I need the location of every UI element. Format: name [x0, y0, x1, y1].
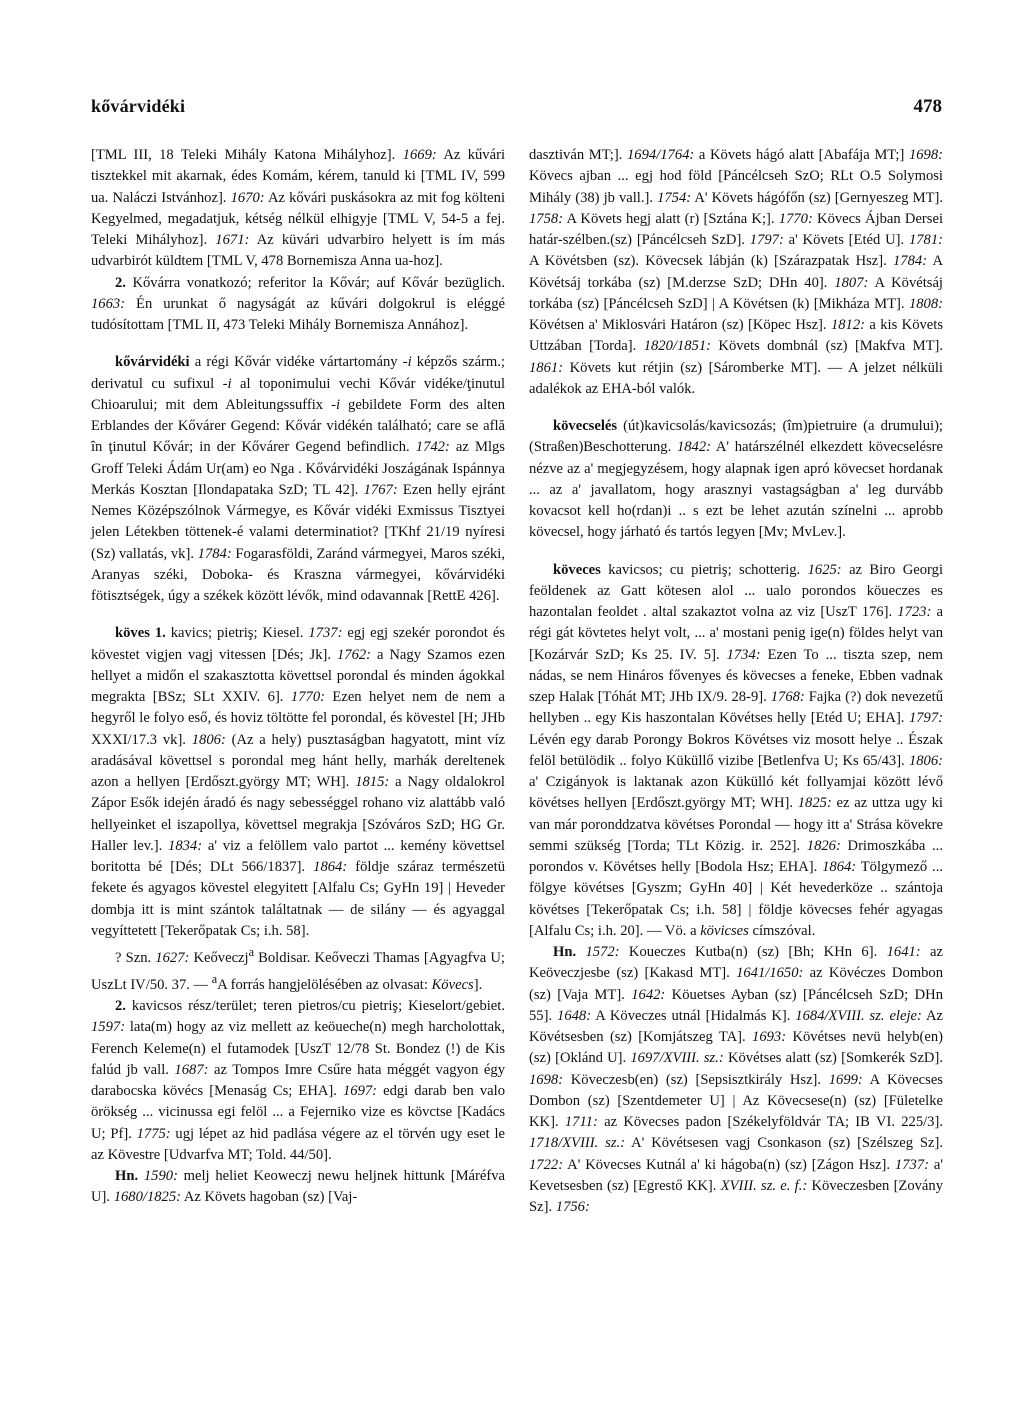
left-column — [91, 145, 505, 1209]
right-column — [529, 145, 943, 1218]
surname-paragraph: ? Szn. 1627: Keőveczj$^a$ Boldisar. Keőveczi Thamas [Agyagfva U; UszLt IV/50. 37. — $^a$A forrás hangjelölésében az olvasat: Kövecs]. — [91, 945, 505, 993]
entry-koves: köves 1. kavics; pietriş; Kiesel. 1737: egj egj szekér porondot és kövestet vigjen vagj vitessen [Dés; Jk]. 1762: a Nagy Szamos ezen hellyet a midőn el szakasztotta követtsel porondal és minden ágokkal megrakta [BSz; SLt XXIV. 6]. 1770: Ezen helyet nem de nem a hegyről le folyo eső, és hoviz töltötte fel porondal, és kövestel [H; JHb XXXI/17.3 vk]. 1806: (Az a hely) pusztaságban hagyatott, mint víz aradásával követtsel s porondal meg hánt helly, marhák dereltenek azon a hellyen [Erdőszt.györgy MT; WH]. 1815: a Nagy oldalokrol Zápor Esők idején áradó és nagy sebességgel rohano viz alattább való hellyeinket el iszapollya, követtsel megrakja [Szóváros SzD; HG Gr. Haller lev.]. 1834: a' viz a felöllem valo partot ... kemény követtsel boritotta bé [Dés; DLt 566/1837]. 1864: földje száraz természetü fekete és agyagos kövestel elegyitett [Alfalu Cs; GyHn 19] | Heveder dombja itt is mint szántok találtatnak — de silány — és agyaggal vegyíttetett [Tekerőpatak Cs; i.h. 58]. — [91, 625, 506, 939]
sense-2-paragraph: 2. Kővárra vonatkozó; referitor la Kővár; auf Kővár bezüglich. 1663: Én urunkat ő nagyságát az kűvári dolgokrul is eléggé tudósítottam [TML II, 473 Teleki Mihály Bornemisza Annához]. — [91, 274, 505, 333]
page-number: 478 — [913, 96, 942, 117]
entry-koveces: köveces kavicsos; cu pietriş; schotterig. 1625: az Biro Georgi feöldenek az Gatt kötesen alol ... ualo porondos köueczes es hazontalan feoldet . altal szakaztot volna az viz [UszT 176]. 1723: a régi gát kövtetes helyt volt, ... a' mostani penig ige(n) földes helyt van [Kozárvár SzD; Ks 25. IV. 5]. 1734: Ezen To ... tiszta szep, nem nádas, se nem Hináros fővenyes és kövecses a feneke, Ebben vadnak szep Halak [Tóhát MT; JHb IX/9. 28-9]. 1768: Fajka (?) dok nevezetű hellyben .. egy Kis haszontalan Kövétses helly [Etéd U; EHA]. 1797: Lévén egy darab Porongy Bokros Kövétses viz mosott helye .. Észak felöl betülödik .. folyo Küküllő vizibe [Betlenfva U; Ks 65/43]. 1806: a' Czigányok is laktanak azon Kükülló két follyamjai között lévő kövétses hellyen [Erdőszt.györgy MT; WH]. 1825: ez az uttza ugy ki van már poronddzatva kövétses Porondal — hogy itt a' Strása kövekre semmi szükség [Torda; TLt Közig. ir. 252]. 1826: Drimoszkába ... porondos v. Kövétses helly [Bodola Hsz; EHA]. 1864: Tölgymező ... fölgye kövétses [Gyszm; GyHn 40] | Két hevederköze .. szántoja kövétses [Tekerőpatak Cs; i.h. 58] | földje kövecses fehér agyagas [Alfalu Cs; i.h. 20]. — Vö. a kövicses címszóval. — [529, 561, 944, 939]
running-head-headword: kővárvidéki — [91, 96, 186, 116]
sense-2-koves-paragraph: 2. kavicsos rész/terület; teren pietros/cu pietriş; Kieselort/gebiet. 1597: lata(m) hogy az viz mellett az keöueche(n) megh harcholottak, Ferench Keleme(n) el futamodek [UszT 12/78 St. Bondez (!) de Kis falúd jb vall. 1687: az Tompos Imre Csűre hata méggét vagyon égy darabocska kövécs [Menaság Cs; EHA]. 1697: edgi darab ben valo örökség ... vicinussa egi felöl ... a Fejerniko vize es kövctse [Kadács U; Pf]. 1775: ugj lépet az hid padlása végere az el törvén ugy eset le az Kövestre [Udvarfva MT; Told. 44/50]. — [91, 998, 505, 1163]
entry-continuation: [TML III, 18 Teleki Mihály Katona Mihályhoz]. 1669: Az kűvári tisztekkel mit akarnak, édes Komám, kérem, tanuld ki [TML IV, 599 ua. Naláczi Istvánhoz]. 1670: Az kővári puskásokra az mit fog költeni Kegyelmed, megadatjuk, kétség nélkül elhigyje [TML V, 54-5 a fej. Teleki Mihályhoz]. 1671: Az küvári udvarbiro helyett is ím más udvarbirót küldtem [TML V, 478 Bornemisza Anna ua-hoz]. — [91, 147, 506, 270]
entry-kovarvideki: kővárvidéki a régi Kővár vidéke vártartomány -i képzős szárm.; derivatul cu sufixul -i al toponimului vechi Kővár vidéke/ţinutul Chioarului; mit dem Ableitungssuffix -i gebildete Form des alten Erblandes der Kővárer Gegend: Kővár vidékén található; care se află în ţinutul Kővár; in der Kővárer Gegend befindlich. 1742: az Mlgs Groff Teleki Ádám Ur(am) eo Nga . Kővárvidéki Joszágának Ispánnya Merkás Kosztan [Ilondapataka SzD; TL 42]. 1767: Ezen helly ejránt Nemes Középszólnok Vármegye, es Kővár vidéki Exmissus Tisztyei jelen Létekben töttenek-é valami determinatiot? [TKhf 21/19 nyíresi (Sz) vallatás, vk]. 1784: Fogarasföldi, Zaránd vármegyei, Maros széki, Aranyas széki, Doboka- és Kraszna vármegyei, kővárvidéki fötisztségek, úgy a székek között lévők, mind odavannak [RettE 426]. — [91, 354, 506, 604]
placenames-koveces-paragraph: Hn. 1572: Koueczes Kutba(n) (sz) [Bh; KHn 6]. 1641: az Keöveczjesbe (sz) [Kakasd MT]. 1641/1650: az Kövéczes Dombon (sz) [Vaja MT]. 1642: Köuetses Ayban (sz) [Páncélcseh SzD; DHn 55]. 1648: A Köveczes utnál [Hidalmás K]. 1684/XVIII. sz. eleje: Az Kövétsesben (sz) [Komjátszeg TA]. 1693: Kövétses nevü helyb(en) (sz) [Oklánd U]. 1697/XVIII. sz.: Kövétses alatt (sz) [Somkerék SzD]. 1698: Köveczesb(en) (sz) [Sepsisztkirály Hsz]. 1699: A Kövecses Dombon (sz) [Szentdemeter U] | Az Kövecsese(n) (sz) [Fületelke KK]. 1711: az Kövecses padon [Székelyföldvár TA; IB VI. 225/3]. 1718/XVIII. sz.: A' Kövétsesen vagj Csonkason (sz) [Szélszeg Sz]. 1722: A' Kövecses Kutnál a' ki hágoba(n) (sz) [Zágon Hsz]. 1737: a' Kevetsesben (sz) [Egrestő KK]. XVIII. sz. e. f.: Köveczesben [Zovány Sz]. 1756: — [529, 944, 944, 1215]
placenames-continuation: dasztiván MT;]. 1694/1764: a Követs hágó alatt [Abafája MT;] 1698: Kövecs ajban ... egj hod föld [Páncélcseh SzO; RLt O.5 Solymosi Mihály (38) jb vall.]. 1754: A' Követs hágófőn (sz) [Gernyeszeg MT]. 1758: A Követs hegj alatt (r) [Sztána K;]. 1770: Kövecs Ájban Dersei határ-szélben.(sz) [Páncélcseh SzD]. 1797: a' Követs [Etéd U]. 1781: A Kövétsben (sz). Kövecsek lábján (k) [Szárazpatak Hsz]. 1784: A Kövétsáj torkába (sz) [M.derzse SzD; DHn 40]. 1807: A Kövétsáj torkába (sz) [Páncélcseh SzD] | A Kövétsen (k) [Mikháza MT]. 1808: Kövétsen a' Miklosvári Határon (sz) [Köpec Hsz]. 1812: a kis Követs Uttzában [Torda]. 1820/1851: Követs dombnál (sz) [Makfva MT]. 1861: Követs kut rétjin (sz) [Sáromberke MT]. — A jelzet nélküli adalékok az EHA-ból valók. — [529, 147, 944, 397]
entry-kovecseles: kövecselés (út)kavicsolás/kavicsozás; (îm)pietruire (a drumului); (Straßen)Beschotterung. 1842: A' határszélnél elkezdett kövecselésre nézve az a' megjegyzésem, hogy alapnak igen apró kövecset hordanak ... az a' javallatom, hogy arasznyi vastagságban a' leg durvább kovacsot kell ho(rdan)i .. s ezt be lehet azután színelni ... aprobb kövecsel, hogy járható és tartós legyen [Mv; MvLev.]. — [529, 418, 943, 541]
placenames-paragraph: Hn. 1590: melj heliet Keoweczj newu heljnek hittunk [Máréfva U]. 1680/1825: Az Követs hagoban (sz) [Vaj- — [91, 1168, 505, 1206]
